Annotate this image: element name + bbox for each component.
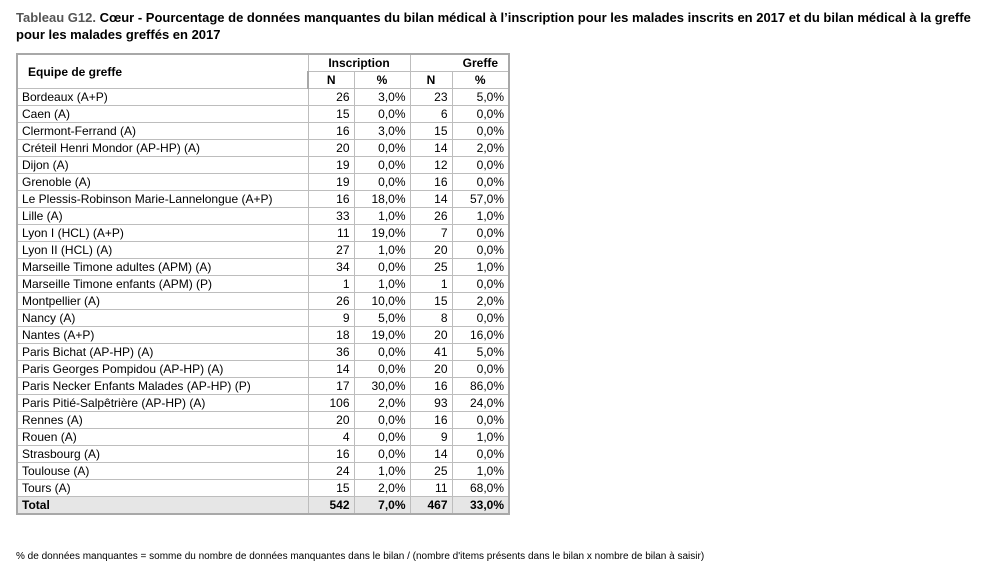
greffe-n-cell: 14: [410, 446, 452, 463]
inscription-n-cell: 36: [308, 344, 354, 361]
team-name-cell: Caen (A): [17, 106, 308, 123]
team-name-cell: Toulouse (A): [17, 463, 308, 480]
team-name-cell: Marseille Timone enfants (APM) (P): [17, 276, 308, 293]
greffe-n-cell: 20: [410, 361, 452, 378]
greffe-n-cell: 6: [410, 106, 452, 123]
greffe-n-cell: 9: [410, 429, 452, 446]
table-row: [17, 276, 509, 293]
inscription-pct-cell: 7,0%: [354, 497, 410, 515]
team-name-cell: Total: [17, 497, 308, 515]
inscription-pct-cell: 19,0%: [354, 225, 410, 242]
inscription-pct-cell: 2,0%: [354, 480, 410, 497]
greffe-n-cell: 16: [410, 378, 452, 395]
greffe-n-cell: 16: [410, 412, 452, 429]
team-name-cell: Grenoble (A): [17, 174, 308, 191]
inscription-pct-cell: 19,0%: [354, 327, 410, 344]
inscription-pct-cell: 3,0%: [354, 89, 410, 106]
inscription-n-cell: 26: [308, 89, 354, 106]
table-title: [16, 9, 981, 43]
team-name-cell: Nantes (A+P): [17, 327, 308, 344]
greffe-pct-cell: 2,0%: [452, 140, 509, 157]
table-body: [17, 89, 509, 515]
team-name-cell: Lille (A): [17, 208, 308, 225]
inscription-n-cell: 17: [308, 378, 354, 395]
table-row: [17, 378, 509, 395]
table-row: [17, 106, 509, 123]
greffe-pct-cell: 68,0%: [452, 480, 509, 497]
inscription-pct-cell: 2,0%: [354, 395, 410, 412]
team-name-cell: Clermont-Ferrand (A): [17, 123, 308, 140]
table-row: [17, 395, 509, 412]
inscription-pct-cell: 5,0%: [354, 310, 410, 327]
greffe-n-cell: 15: [410, 293, 452, 310]
table-row: [17, 208, 509, 225]
table-row: [17, 157, 509, 174]
inscription-pct-cell: 0,0%: [354, 157, 410, 174]
table-row: [17, 123, 509, 140]
table-row: [17, 446, 509, 463]
greffe-pct-cell: 24,0%: [452, 395, 509, 412]
greffe-pct-header: %: [452, 72, 509, 89]
inscription-n-cell: 16: [308, 446, 354, 463]
greffe-n-cell: 23: [410, 89, 452, 106]
team-name-cell: Paris Bichat (AP-HP) (A): [17, 344, 308, 361]
table-row: [17, 412, 509, 429]
greffe-pct-cell: 0,0%: [452, 157, 509, 174]
greffe-pct-cell: 16,0%: [452, 327, 509, 344]
greffe-pct-cell: 5,0%: [452, 89, 509, 106]
inscription-group-header: Inscription: [308, 54, 410, 72]
inscription-pct-cell: 0,0%: [354, 106, 410, 123]
inscription-n-cell: 15: [308, 106, 354, 123]
greffe-pct-cell: 0,0%: [452, 412, 509, 429]
greffe-n-cell: 25: [410, 463, 452, 480]
table-row: [17, 225, 509, 242]
greffe-pct-cell: 1,0%: [452, 463, 509, 480]
inscription-n-cell: 11: [308, 225, 354, 242]
header-row-groups: [17, 54, 509, 72]
inscription-n-cell: 106: [308, 395, 354, 412]
team-name-cell: Créteil Henri Mondor (AP-HP) (A): [17, 140, 308, 157]
team-name-cell: Montpellier (A): [17, 293, 308, 310]
team-name-cell: Paris Necker Enfants Malades (AP-HP) (P): [17, 378, 308, 395]
greffe-pct-cell: 0,0%: [452, 446, 509, 463]
team-name-cell: Rennes (A): [17, 412, 308, 429]
greffe-pct-cell: 5,0%: [452, 344, 509, 361]
inscription-pct-cell: 0,0%: [354, 429, 410, 446]
team-name-cell: Bordeaux (A+P): [17, 89, 308, 106]
inscription-pct-cell: 3,0%: [354, 123, 410, 140]
greffe-n-header: N: [410, 72, 452, 89]
team-name-cell: Marseille Timone adultes (APM) (A): [17, 259, 308, 276]
table-row: [17, 480, 509, 497]
team-name-cell: Paris Pitié-Salpêtrière (AP-HP) (A): [17, 395, 308, 412]
inscription-n-cell: 19: [308, 174, 354, 191]
team-name-cell: Lyon II (HCL) (A): [17, 242, 308, 259]
greffe-n-cell: 11: [410, 480, 452, 497]
total-row: [17, 497, 509, 515]
inscription-n-cell: 9: [308, 310, 354, 327]
greffe-n-cell: 20: [410, 327, 452, 344]
table-caption: Cœur - Pourcentage de données manquantes du bilan médical à l’inscription pour les malades inscrits en 2017 et du bilan médical à la greffe pour les malades greffés en 2017: [16, 10, 971, 42]
inscription-pct-cell: 0,0%: [354, 344, 410, 361]
greffe-n-cell: 15: [410, 123, 452, 140]
greffe-n-cell: 14: [410, 140, 452, 157]
greffe-n-cell: 26: [410, 208, 452, 225]
greffe-n-cell: 1: [410, 276, 452, 293]
inscription-n-cell: 18: [308, 327, 354, 344]
team-name-cell: Paris Georges Pompidou (AP-HP) (A): [17, 361, 308, 378]
greffe-pct-cell: 2,0%: [452, 293, 509, 310]
inscription-n-cell: 542: [308, 497, 354, 515]
inscription-pct-cell: 1,0%: [354, 276, 410, 293]
greffe-n-cell: 93: [410, 395, 452, 412]
inscription-pct-cell: 0,0%: [354, 174, 410, 191]
greffe-pct-cell: 1,0%: [452, 208, 509, 225]
inscription-pct-cell: 30,0%: [354, 378, 410, 395]
inscription-n-cell: 20: [308, 412, 354, 429]
greffe-pct-cell: 1,0%: [452, 259, 509, 276]
greffe-n-cell: 8: [410, 310, 452, 327]
inscription-pct-cell: 0,0%: [354, 446, 410, 463]
greffe-pct-cell: 57,0%: [452, 191, 509, 208]
inscription-n-cell: 34: [308, 259, 354, 276]
greffe-n-cell: 467: [410, 497, 452, 515]
team-name-cell: Le Plessis-Robinson Marie-Lannelongue (A+P): [17, 191, 308, 208]
greffe-n-cell: 7: [410, 225, 452, 242]
team-name-cell: Nancy (A): [17, 310, 308, 327]
table-row: [17, 191, 509, 208]
inscription-n-cell: 4: [308, 429, 354, 446]
inscription-pct-cell: 10,0%: [354, 293, 410, 310]
table-row: [17, 259, 509, 276]
table-number: Tableau G12.: [16, 10, 96, 25]
inscription-n-cell: 16: [308, 123, 354, 140]
inscription-pct-cell: 0,0%: [354, 259, 410, 276]
greffe-pct-cell: 0,0%: [452, 276, 509, 293]
greffe-pct-cell: 33,0%: [452, 497, 509, 515]
table-row: [17, 242, 509, 259]
inscription-pct-cell: 0,0%: [354, 361, 410, 378]
table-row: [17, 140, 509, 157]
inscription-n-cell: 14: [308, 361, 354, 378]
inscription-n-cell: 1: [308, 276, 354, 293]
greffe-pct-cell: 86,0%: [452, 378, 509, 395]
greffe-n-cell: 25: [410, 259, 452, 276]
greffe-pct-cell: 0,0%: [452, 225, 509, 242]
table-row: [17, 361, 509, 378]
inscription-n-cell: 24: [308, 463, 354, 480]
greffe-pct-cell: 0,0%: [452, 174, 509, 191]
team-name-cell: Tours (A): [17, 480, 308, 497]
inscription-n-cell: 27: [308, 242, 354, 259]
footnote: % de données manquantes = somme du nombre de données manquantes dans le bilan / (nombre d'items présents dans le bilan x nombre de bilan à saisir): [16, 551, 705, 562]
table-row: [17, 344, 509, 361]
inscription-n-cell: 33: [308, 208, 354, 225]
greffe-pct-cell: 0,0%: [452, 310, 509, 327]
greffe-n-cell: 20: [410, 242, 452, 259]
inscription-n-cell: 15: [308, 480, 354, 497]
inscription-n-cell: 26: [308, 293, 354, 310]
table-row: [17, 89, 509, 106]
greffe-pct-cell: 1,0%: [452, 429, 509, 446]
table-row: [17, 310, 509, 327]
greffe-pct-cell: 0,0%: [452, 361, 509, 378]
inscription-pct-header: %: [354, 72, 410, 89]
inscription-pct-cell: 18,0%: [354, 191, 410, 208]
missing-data-table: [16, 53, 510, 515]
team-name-cell: Lyon I (HCL) (A+P): [17, 225, 308, 242]
greffe-pct-cell: 0,0%: [452, 123, 509, 140]
inscription-n-cell: 20: [308, 140, 354, 157]
table-row: [17, 327, 509, 344]
team-name-cell: Dijon (A): [17, 157, 308, 174]
inscription-pct-cell: 0,0%: [354, 140, 410, 157]
inscription-n-header: N: [308, 72, 354, 89]
greffe-pct-cell: 0,0%: [452, 106, 509, 123]
inscription-pct-cell: 1,0%: [354, 208, 410, 225]
table-row: [17, 463, 509, 480]
greffe-n-cell: 41: [410, 344, 452, 361]
team-name-cell: Rouen (A): [17, 429, 308, 446]
greffe-group-header: Greffe: [410, 54, 509, 72]
greffe-n-cell: 12: [410, 157, 452, 174]
table-row: [17, 429, 509, 446]
inscription-pct-cell: 1,0%: [354, 242, 410, 259]
table-row: [17, 174, 509, 191]
team-name-cell: Strasbourg (A): [17, 446, 308, 463]
greffe-pct-cell: 0,0%: [452, 242, 509, 259]
greffe-n-cell: 16: [410, 174, 452, 191]
inscription-n-cell: 19: [308, 157, 354, 174]
inscription-pct-cell: 0,0%: [354, 412, 410, 429]
table-row: [17, 293, 509, 310]
team-column-header: Equipe de greffe: [17, 54, 308, 89]
inscription-n-cell: 16: [308, 191, 354, 208]
inscription-pct-cell: 1,0%: [354, 463, 410, 480]
greffe-n-cell: 14: [410, 191, 452, 208]
